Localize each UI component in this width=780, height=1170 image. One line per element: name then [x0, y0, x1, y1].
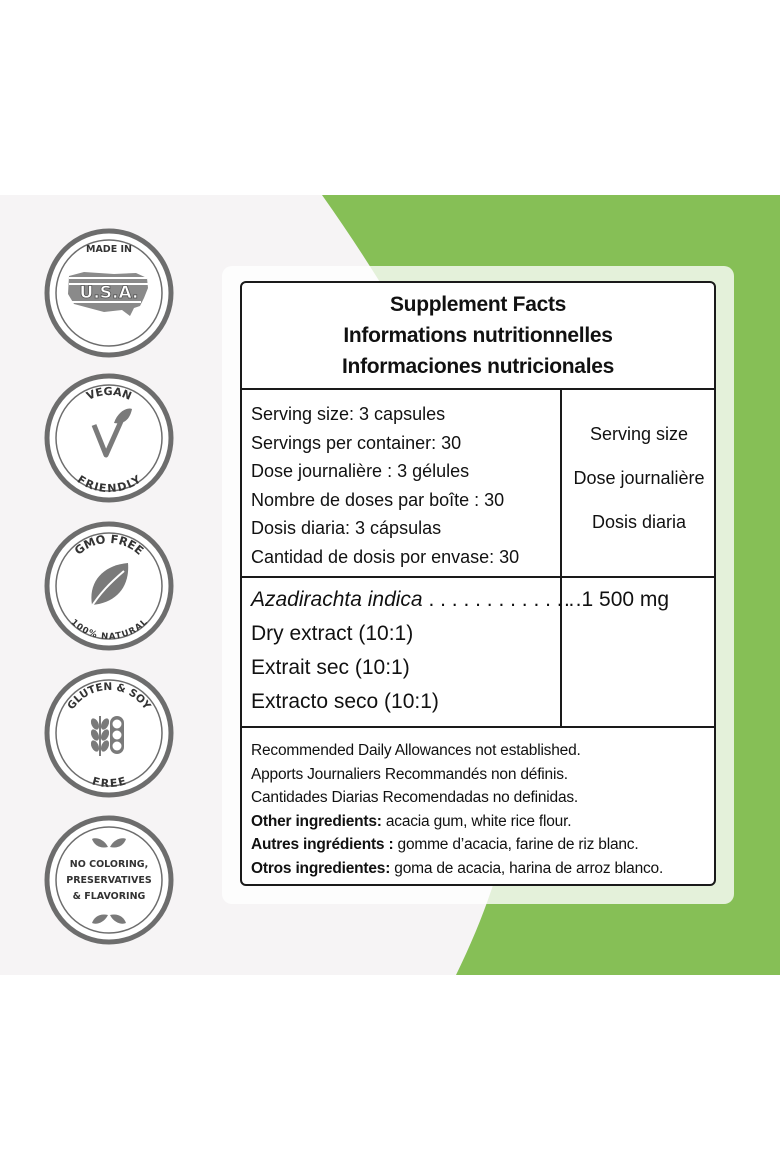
ingredient-line: Extrait sec (10:1): [251, 656, 410, 679]
ingredient-line: Extracto seco (10:1): [251, 690, 439, 713]
serving-header: Serving size: [589, 424, 689, 444]
ingredient-name: Azadirachta indica: [251, 588, 423, 611]
serving-line: Nombre de doses par boîte : 30: [251, 489, 505, 510]
serving-line: Dosis diaria: 3 cápsulas: [251, 518, 442, 538]
footnote-line: Apports Journaliers Recommandés non définis.: [251, 765, 568, 783]
facts-title-es: Informaciones nutricionales: [342, 355, 614, 378]
badge-text: FRIENDLY: [74, 472, 144, 496]
serving-header: Dosis diaria: [591, 512, 687, 532]
other-ingredients-es: Otros ingredientes: goma de acacia, harina de arroz blanco.: [251, 859, 664, 877]
serving-header: Dose journalière: [573, 468, 705, 488]
badge-text: MADE IN: [86, 244, 132, 255]
other-ingredients-fr: Autres ingrédients : gomme d’acacia, farine de riz blanc.: [251, 836, 639, 853]
ingredient-leader: . . . . . . . . . . . . .: [422, 588, 575, 611]
serving-line: Serving size: 3 capsules: [251, 404, 446, 424]
badge-text: FREE: [90, 774, 128, 791]
gluten-soy-free-badge: [44, 668, 174, 798]
badge-text: 100% NATURAL: [68, 617, 150, 643]
serving-info: [251, 400, 519, 571]
row-divider: [242, 726, 714, 728]
facts-title: [242, 283, 714, 390]
facts-title-en: Supplement Facts: [389, 293, 567, 316]
serving-line: Dose journalière : 3 gélules: [251, 461, 470, 481]
badge-text: GMO FREE: [71, 531, 147, 558]
serving-line: Servings per container: 30: [251, 432, 462, 453]
no-coloring-badge: [44, 815, 174, 945]
badge-text: PRESERVATIVES: [66, 875, 152, 886]
supplement-facts-table: [240, 281, 716, 886]
footnotes: [251, 739, 663, 880]
gmo-free-badge: [44, 521, 174, 651]
ingredient-amount: . .1 500 mg: [564, 588, 670, 611]
row-divider: [242, 576, 714, 578]
facts-title-fr: Informations nutritionnelles: [343, 324, 613, 347]
badge-text: NO COLORING,: [69, 859, 149, 870]
badge-text: U.S.A.: [79, 283, 139, 303]
footnote-line: Recommended Daily Allowances not established.: [251, 742, 581, 759]
serving-line: Cantidad de dosis por envase: 30: [251, 546, 520, 567]
vegan-friendly-badge: [44, 373, 174, 503]
badge-text: VEGAN: [84, 384, 134, 403]
badge-text: GLUTEN & SOY: [65, 680, 153, 712]
badge-text: & FLAVORING: [72, 891, 146, 902]
made-in-usa-badge: [44, 228, 174, 358]
ingredient-line: Dry extract (10:1): [251, 622, 414, 645]
ingredient-row: [251, 588, 574, 612]
footnote-line: Cantidades Diarias Recomendadas no definidas.: [251, 789, 579, 806]
other-ingredients-en: Other ingredients: acacia gum, white rice flour.: [251, 812, 572, 830]
